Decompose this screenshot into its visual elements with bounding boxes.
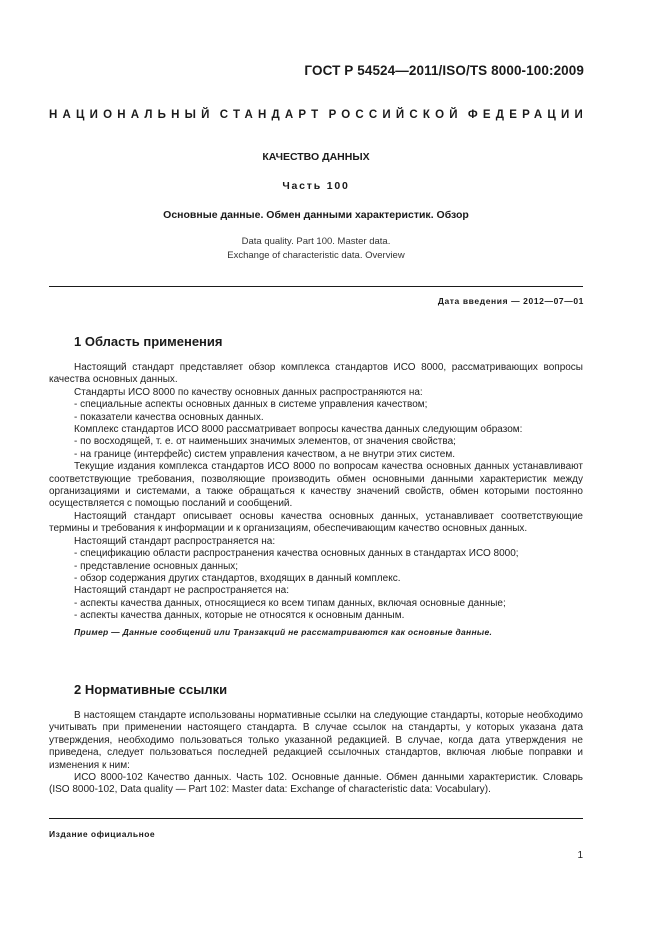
- banner-word-2: СТАНДАРТ: [219, 109, 324, 121]
- section-1-body: [49, 362, 583, 638]
- example-note: Пример — Данные сообщений или Транзакций не рассматриваются как основные данные.: [74, 626, 493, 637]
- paragraph: Комплекс стандартов ИСО 8000 рассматривает вопросы качества данных следующим образом:: [74, 424, 523, 436]
- english-title-line-1: Data quality. Part 100. Master data.: [241, 236, 391, 247]
- document-part: Часть 100: [282, 180, 350, 192]
- title-divider: [49, 286, 583, 287]
- section-2-body: [49, 710, 583, 797]
- paragraph: ИСО 8000-102 Качество данных. Часть 102. Основные данные. Обмен данными характеристик. Словарь (ISO 8000-102, Data quality — Part 102: Master data: Exchange of characteristic data: Vocabulary).: [49, 772, 583, 796]
- paragraph: Настоящий стандарт распространяется на:: [74, 535, 276, 547]
- list-item: - аспекты качества данных, которые не относятся к основным данным.: [74, 610, 405, 622]
- list-item: - специальные аспекты основных данных в системе управления качеством;: [74, 399, 428, 411]
- section-2-heading: 2 Нормативные ссылки: [74, 682, 228, 697]
- list-item: - обзор содержания других стандартов, входящих в данный комплекс.: [74, 572, 401, 584]
- banner-word-1: НАЦИОНАЛЬНЫЙ: [49, 109, 215, 121]
- paragraph: Стандарты ИСО 8000 по качеству основных данных распространяются на:: [74, 386, 423, 398]
- banner-word-3: РОССИЙСКОЙ: [328, 109, 463, 121]
- document-title: КАЧЕСТВО ДАННЫХ: [262, 151, 370, 163]
- edition-label: Издание официальное: [49, 829, 156, 839]
- list-item: - представление основных данных;: [74, 560, 239, 572]
- document-subtitle: Основные данные. Обмен данными характеристик. Обзор: [163, 209, 469, 221]
- section-1-heading: 1 Область применения: [74, 334, 223, 349]
- national-standard-banner: [49, 109, 588, 121]
- footer-divider: [49, 818, 583, 819]
- english-title-line-2: Exchange of characteristic data. Overview: [227, 250, 405, 261]
- document-identifier: ГОСТ Р 54524—2011/ISO/TS 8000-100:2009: [304, 63, 584, 78]
- introduction-date: Дата введения — 2012—07—01: [437, 296, 584, 306]
- paragraph: Настоящий стандарт представляет обзор комплекса стандартов ИСО 8000, рассматривающих вопросы качества основных данных.: [49, 362, 583, 386]
- paragraph: Настоящий стандарт не распространяется на:: [74, 585, 289, 597]
- list-item: - показатели качества основных данных.: [74, 411, 264, 423]
- paragraph: Текущие издания комплекса стандартов ИСО 8000 по вопросам качества основных данных устанавливают соответствующие требования, позволяющие производить обмен основными данными характеристик между организациями и системами, а также обращаться к качеству значений свойств, обмен которыми постоянно осуществляется с помощью посланий и сообщений.: [49, 461, 583, 510]
- list-item: - по восходящей, т. е. от наименьших значимых элементов, от значения свойства;: [74, 436, 456, 448]
- list-item: - спецификацию области распространения качества основных данных в стандартах ИСО 8000;: [74, 548, 519, 560]
- list-item: - аспекты качества данных, относящиеся ко всем типам данных, включая основные данные;: [74, 597, 506, 609]
- page-number: 1: [577, 850, 583, 861]
- paragraph: Настоящий стандарт описывает основы качества основных данных, устанавливает соответствующие термины и требования к информации и к организациям, обеспечивающим качество основных данных.: [49, 510, 583, 535]
- banner-word-4: ФЕДЕРАЦИИ: [467, 109, 588, 121]
- list-item: - на границе (интерфейс) систем управления качеством, а не внутри этих систем.: [74, 448, 456, 460]
- paragraph: В настоящем стандарте использованы нормативные ссылки на следующие стандарты, которые необходимо учитывать при применении настоящего стандарта. В случае ссылок на стандарты, у которых указана дата утверждения, необходимо пользоваться только указанной редакцией. В случае, когда дата утверждения не приведена, следует пользоваться последней редакцией ссылочных стандартов, включая любые поправки и изменения к ним:: [49, 710, 583, 771]
